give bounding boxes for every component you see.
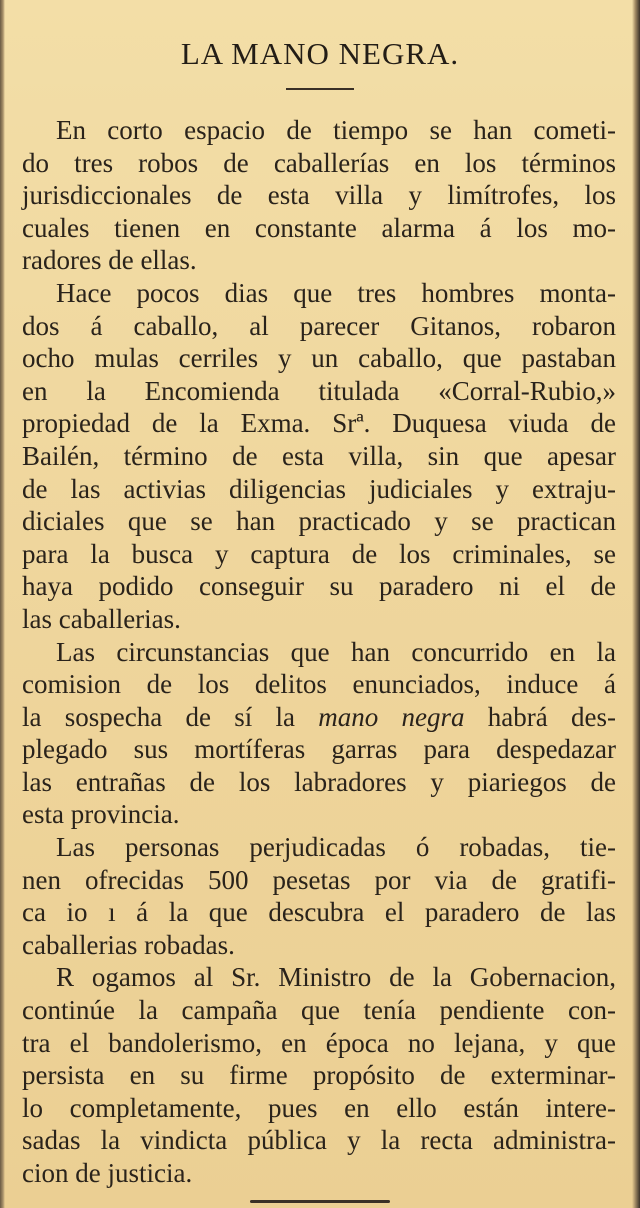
article-line: esta provincia. <box>22 799 180 830</box>
article-line: do tres robos de caballerías en los términos <box>22 147 616 178</box>
page-right-edge <box>632 0 640 1208</box>
article-line: lo completamente, pues en ello están intere- <box>22 1092 616 1123</box>
article-line: en la Encomienda titulada «Corral-Rubio,» <box>22 375 616 406</box>
article-line: para la busca y captura de los criminales, se <box>22 538 616 569</box>
article-line: Las personas perjudicadas ó robadas, tie- <box>56 832 616 863</box>
article-line: radores de ellas. <box>22 245 197 276</box>
article-line: Las circunstancias que han concurrido en la <box>56 636 616 667</box>
bottom-rule <box>250 1200 390 1203</box>
title-rule <box>286 88 354 90</box>
article-line: R ogamos al Sr. Ministro de la Gobernacion, <box>56 962 616 993</box>
article-line: la sospecha de sí la mano negra habrá des- <box>22 701 616 732</box>
article-line: dos á caballo, al parecer Gitanos, robaron <box>22 310 616 341</box>
article-line: cuales tienen en constante alarma á los mo- <box>22 212 616 243</box>
article-paragraph <box>22 277 616 636</box>
article-paragraph <box>22 636 616 832</box>
article-line: Hace pocos dias que tres hombres monta- <box>56 277 616 308</box>
article-line: propiedad de la Exma. Srª. Duquesa viuda de <box>22 408 616 439</box>
article-line: cion de justicia. <box>22 1158 193 1188</box>
article-line: sadas la vindicta pública y la recta administra- <box>22 1125 616 1156</box>
article-line: caballerias robadas. <box>22 929 235 960</box>
article-line: continúe la campaña que tenía pendiente con- <box>22 995 616 1026</box>
article-paragraph <box>22 961 616 1189</box>
article-title: LA MANO NEGRA. <box>180 36 460 71</box>
article-line: las caballerias. <box>22 603 181 634</box>
article-line: diciales que se han practicado y se practican <box>22 506 616 537</box>
article-line: nen ofrecidas 500 pesetas por via de gratifi- <box>22 864 616 895</box>
article-line: persista en su firme propósito de exterminar- <box>22 1060 616 1091</box>
article-paragraph <box>22 114 616 277</box>
article-line: de las activias diligencias judiciales y extraju- <box>22 473 616 504</box>
article-line: En corto espacio de tiempo se han cometi- <box>56 115 616 145</box>
article-line: las entrañas de los labradores y piariegos de <box>22 766 616 797</box>
article-line: tra el bandolerismo, en época no lejana, y que <box>22 1027 616 1058</box>
article-line: jurisdiccionales de esta villa y limítrofes, los <box>22 180 616 211</box>
article-line: plegado sus mortíferas garras para despedazar <box>22 734 616 765</box>
article-line: Bailén, término de esta villa, sin que apesar <box>22 440 616 471</box>
article-line: haya podido conseguir su paradero ni el de <box>22 571 616 602</box>
article-line: comision de los delitos enunciados, induce á <box>22 669 616 700</box>
article-paragraph <box>22 831 616 961</box>
article-line: ocho mulas cerriles y un caballo, que pastaban <box>22 343 616 374</box>
article-line: ca io ı á la que descubra el paradero de las <box>22 897 616 928</box>
article-body <box>22 114 616 1190</box>
page-left-edge <box>0 0 5 1208</box>
